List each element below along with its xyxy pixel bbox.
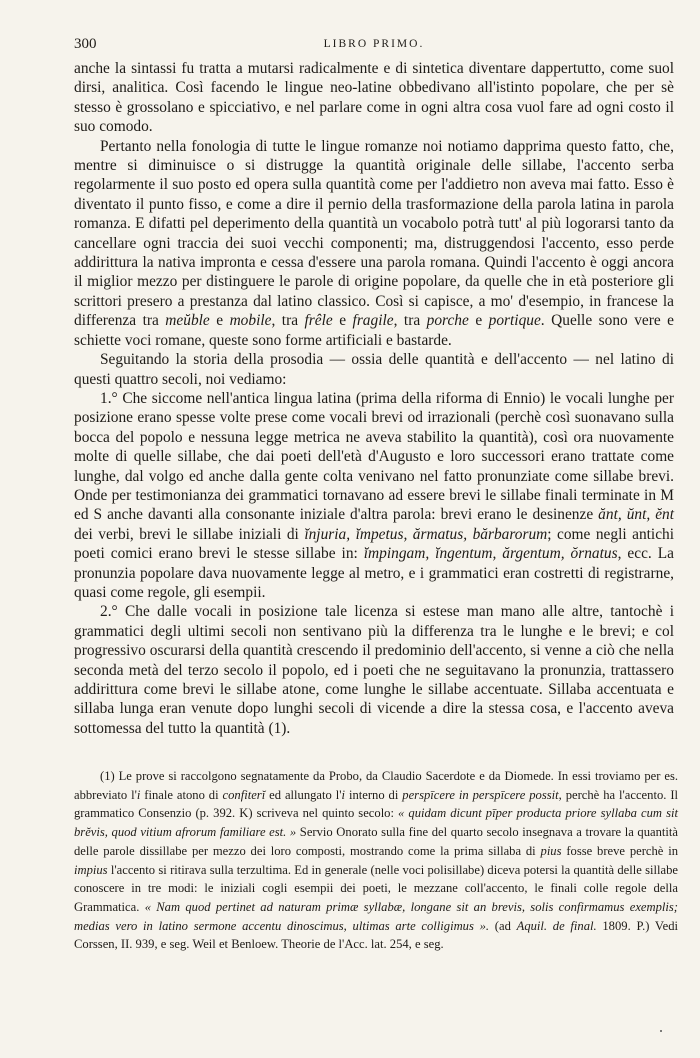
fn-text-8: l'accento si ritirava sulla terzultima. Ed in generale (nelle voci polisillabe) diceva potersi la quantità delle sillabe conoscere in tre modi: le iniziali cogli esempii dei poeti, le mezzane coll'accento, le finali colle regole della Grammatica. <box>74 862 678 914</box>
fn-quote-consenzio: « quidam dicunt pīper producta priore syllaba cum sit brĕvis, quod vitium afrorum familiare est. » <box>74 806 678 840</box>
fn-text-1: (1) Le prove si raccolgono segnatamente da Probo, da Claudio Sacerdote e da Diomede. In essi troviamo per es. abbreviato l' <box>74 769 678 802</box>
fn-italic-7: impius <box>74 862 108 877</box>
paragraph-2 <box>74 137 674 350</box>
fn-text-6: Servio Onorato sulla fine del quarto secolo insegnava a trovare la quantità delle parole dissillabe per mezzo dei loro composti, mostrando come la prima sillaba di <box>74 825 678 858</box>
fn-quote-latin: « Nam quod pertinet ad naturam primæ syllabæ, longane sit an brevis, solis confirmamus exemplis; medias vero in latino sermone accentu dinoscimus, ultimas arte colligimus ». <box>74 899 678 933</box>
p2-text-5: , tra <box>393 312 427 330</box>
example-word-porche: porche <box>426 312 469 330</box>
fn-text-3: ed allungato l' <box>265 787 342 802</box>
fn-text-7: fosse breve perchè in <box>561 843 678 858</box>
fn-text-9: (ad <box>489 918 517 933</box>
example-word-portique: portique <box>488 312 541 330</box>
footnote-1 <box>74 767 678 954</box>
example-word-meuble: meŭble <box>165 312 210 330</box>
fn-italic-6: pius <box>540 843 562 858</box>
example-word-frele: frêle <box>304 312 333 330</box>
page-number: 300 <box>74 36 97 52</box>
fn-text-4: interno di <box>345 787 403 802</box>
running-title: LIBRO PRIMO. <box>323 38 425 50</box>
p4-text-4: , ecc. La pronunzia popolare dava nuovamente legge al metro, e i grammatici eran costretti di registrarne, quasi come regole, gli esempii. <box>74 545 674 601</box>
example-word-fragile: fragile <box>352 312 394 330</box>
fn-text-10: 1809. P.) Vedi Corssen, II. 939, e seg. Weil et Benloew. Theorie de l'Acc. lat. 254, e seg. <box>74 918 678 952</box>
p2-text-1: Pertanto nella fonologia di tutte le lingue romanze noi notiamo dapprima questo fatto, che, mentre si diminuisce o si distrugge la quantità originale delle sillabe, l'accento serba regolarmente il suo posto ed opera sulla quantità come per l'addietro non aveva mai fatto. Esso è diventato il punto fisso, e come a dire il pernio della trasformazione della parola latina in parola romanza. E difatti pel deperimento della quantità un vocabolo potrà tutt' al più logorarsi tanto da cancellare ogni traccia dei suoi vecchi componenti; ma, distruggendosi l'accento, esso perde addirittura la nativa impronta e cessa d'essere una parola romana. Quindi l'accento è oggi ancora il miglior mezzo per distinguere le parole di origine popolare, da quelle che in età posteriore gli scrittori presero a prestanza dal latino classico. Così si capisce, a mo' d'esempio, in francese la differenza tra <box>74 137 674 330</box>
fn-italic-4: perspīcere in perspīcere possit <box>402 787 559 802</box>
fn-italic-2: confiterĭ <box>222 787 266 802</box>
p2-text-2: e <box>209 312 230 330</box>
fn-text-2: finale atono di <box>140 787 223 802</box>
paragraph-1: anche la sintassi fu tratta a mutarsi radicalmente e di sintetica diventare dappertutto, come suol dirsi, analitica. Così facendo le lingue neo-latine obbedivano all'istinto popolare, che per sè stesso è grossolano e spicciativo, e nel parlare come in ogni altra cosa vuol fare ad ogni costo il suo comodo. <box>74 60 674 136</box>
p4-text-3: ; come negli antichi poeti comici erano brevi le stesse sillabe in: <box>74 525 674 563</box>
p2-text-6: e <box>468 312 489 330</box>
fn-text-5: , perchè ha l'accento. Il grammatico Consenzio (p. 392. K) scriveva nel quinto secolo: <box>74 787 679 821</box>
p2-text-4: e <box>332 312 353 330</box>
paragraph-4 <box>74 389 674 602</box>
paragraph-3: Seguitando la storia della prosodia — ossia delle quantità e dell'accento — nel latino di questi quattro secoli, noi vediamo: <box>74 351 674 388</box>
example-word-mobile: mobile <box>229 312 272 330</box>
main-text <box>74 59 674 738</box>
p4-text-1: 1.° Che siccome nell'antica lingua latina (prima della riforma di Ennio) le vocali lunghe per posizione erano spesse volte prese come vocali brevi od irrazionali (perchè così suonavano sulla bocca del popolo e nessuna legge metrica ne aveva stabilito la quantità), così ora nuovamente molte di quelle sillabe, che dai poeti dell'età d'Augusto e loro successori erano trattate come lunghe, dal volgo ed anche dalla gente colta venivano nel fatto pronunziate come sillabe brevi. Onde per testimonianza dei grammatici tornavano ad essere brevi le sillabe finali terminate in M ed S anche davanti alla consonante iniziale d'altra parola: brevi erano le desinenze <box>74 389 674 524</box>
fn-italic-1: i <box>136 787 141 802</box>
p2-text-7: . Quelle sono vere e schiette voci romane, queste sono forme artificiali e bastarde. <box>74 312 675 349</box>
p4-text-2: dei verbi, brevi le sillabe iniziali di <box>74 525 305 543</box>
p2-text-3: , tra <box>271 312 305 330</box>
page-header <box>74 36 674 56</box>
fn-italic-9: Aquil. de final. <box>516 918 597 933</box>
example-initial-syllables: ĭnjuria, ĭmpetus, ărmatus, bărbarorum <box>304 525 548 543</box>
paper-speck <box>660 1030 662 1032</box>
example-comic-poets: ĭmpingam, ĭngentum, ărgentum, ŏrnatus <box>363 545 618 563</box>
fn-italic-3: i <box>341 787 346 802</box>
paragraph-5: 2.° Che dalle vocali in posizione tale licenza si estese man mano alle altre, tantochè i grammatici degli ultimi secoli non sentivano più la differenza tra le lunghe e le brevi; e col progressivo oscurarsi della quantità crescendo il predominio dell'accento, si venne a ciò che nella seconda metà del terzo secolo il popolo, ed i poeti che ne seguitavano la pronunzia, trattassero addirittura come brevi le sillabe atone, come lunghe le sillabe accentuate. Sillaba accentuata e sillaba lunga eran venute dopo lunghi secoli di vicende a dire la stessa cosa, e l'accento aveva sottomessa del tutto la quantità (1). <box>74 603 674 737</box>
example-endings: ănt, ŭnt, ĕnt <box>598 506 675 524</box>
footnote <box>74 767 678 954</box>
